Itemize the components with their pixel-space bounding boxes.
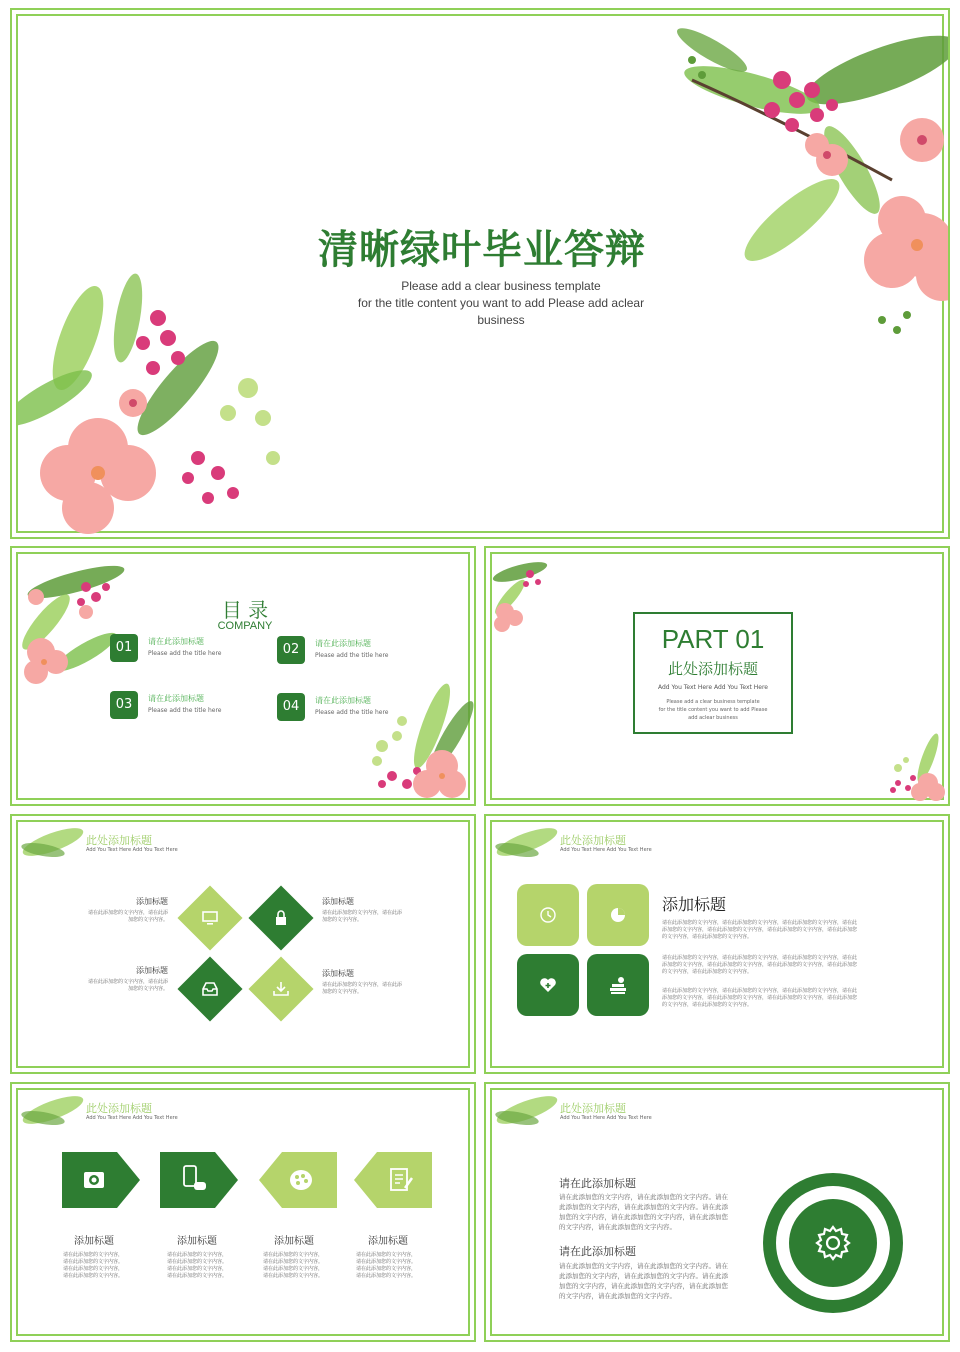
part-desc-2: for the title content you want to add Please bbox=[658, 707, 768, 713]
palette-icon[interactable] bbox=[288, 1168, 314, 1192]
toc-item-sub: Please add the title here bbox=[148, 707, 222, 714]
heart-plus-icon bbox=[539, 976, 557, 994]
cover-title: 清晰绿叶毕业答辩 bbox=[318, 227, 646, 273]
part-number: PART 01 bbox=[661, 624, 765, 654]
toc-item-title: 请在此添加标题 bbox=[315, 639, 371, 648]
arrow-label-4: 添加标题 bbox=[368, 1236, 408, 1247]
arrow-text-line: 请在此添加您的文字内容。 bbox=[167, 1273, 228, 1279]
arrow-text-3 bbox=[263, 1252, 353, 1280]
gear-heading-1: 请在此添加标题 bbox=[559, 1177, 636, 1190]
toc-item-4[interactable] bbox=[277, 693, 417, 723]
arrow-text-line: 请在此添加您的文字内容， bbox=[356, 1252, 417, 1258]
toc-item-sub: Please add the title here bbox=[315, 709, 389, 716]
cover-slide bbox=[10, 8, 950, 539]
diamond-label-bottom-left: 添加标题 bbox=[136, 966, 168, 975]
arrow-label-2: 添加标题 bbox=[177, 1236, 217, 1247]
toc-number-badge: 04 bbox=[277, 693, 305, 721]
tiles-slide bbox=[484, 814, 950, 1074]
arrow-label-3: 添加标题 bbox=[274, 1236, 314, 1247]
tiles-para-3-line-1: 请在此添加您的文字内容，请在此添加您的文字内容，请在此添加您的文字内容，请在此 bbox=[662, 988, 858, 994]
part-desc-1: Please add a clear business template bbox=[666, 699, 760, 705]
tiles-para-1-line-2: 添加您的文字内容，请在此添加您的文字内容，请在此添加您的文字内容，请在此添加您 bbox=[662, 927, 858, 933]
diamond-label-top-right: 添加标题 bbox=[322, 897, 354, 906]
inbox-icon bbox=[201, 980, 219, 998]
arrow-label-1: 添加标题 bbox=[74, 1236, 114, 1247]
arrow-text-line: 请在此添加您的文字内容。 bbox=[356, 1259, 417, 1265]
leaf-corner bbox=[18, 822, 88, 862]
toc-number-badge: 01 bbox=[110, 634, 138, 662]
arrow-shapes bbox=[62, 1152, 442, 1208]
part-title: 此处添加标题 bbox=[667, 660, 758, 678]
arrow-text-2 bbox=[167, 1252, 257, 1280]
cover-subtitle-1: Please add a clear business template bbox=[401, 279, 601, 293]
tiles-para-3-line-2: 添加您的文字内容，请在此添加您的文字内容，请在此添加您的文字内容，请在此添加您 bbox=[662, 995, 858, 1001]
diamond-label-top-left: 添加标题 bbox=[136, 897, 168, 906]
tiles-para-2-line-3: 的文字内容，请在此添加您的文字内容。 bbox=[662, 969, 753, 975]
toc-title: 目 录 bbox=[221, 598, 269, 622]
gear-icon[interactable] bbox=[811, 1221, 855, 1265]
gear-para-2 bbox=[559, 1261, 749, 1301]
arrow-text-line: 请在此添加您的文字内容。 bbox=[263, 1259, 324, 1265]
gear-para-line: 此添加您的文字内容，请在此添加您的文字内容。请在此添 bbox=[559, 1272, 728, 1280]
leaf-corner bbox=[492, 822, 562, 862]
gear-para-line: 请在此添加您的文字内容，请在此添加您的文字内容。请在 bbox=[559, 1193, 728, 1201]
lock-icon bbox=[272, 909, 290, 927]
slide-header-sub: Add You Text Here Add You Text Here bbox=[560, 1115, 652, 1121]
cover-subtitle-3: business bbox=[477, 313, 525, 327]
arrow-text-line: 请在此添加您的文字内容。 bbox=[63, 1259, 124, 1265]
floral-bottom-right bbox=[352, 666, 474, 804]
toc-subtitle: COMPANY bbox=[217, 620, 273, 632]
camera-icon[interactable] bbox=[82, 1168, 108, 1192]
floral-top-left bbox=[490, 552, 560, 642]
arrow-text-line: 请在此添加您的文字内容， bbox=[167, 1252, 228, 1258]
toc-item-title: 请在此添加标题 bbox=[148, 637, 204, 646]
diamond-text-bottom-right-2: 加您的文字内容。 bbox=[322, 989, 363, 995]
monitor-icon bbox=[201, 909, 219, 927]
slide-header-title: 此处添加标题 bbox=[560, 1102, 626, 1115]
toc-item-3[interactable] bbox=[110, 691, 250, 721]
gear-slide bbox=[484, 1082, 950, 1342]
gear-para-line: 请在此添加您的文字内容，请在此添加您的文字内容。请在 bbox=[559, 1262, 728, 1270]
slide-header-title: 此处添加标题 bbox=[560, 834, 626, 847]
slide-header-sub: Add You Text Here Add You Text Here bbox=[86, 1115, 178, 1121]
diamond-text-top-right-1: 请在此添加您的文字内容，请在此添 bbox=[322, 910, 403, 916]
arrow-text-line: 请在此添加您的文字内容， bbox=[263, 1252, 324, 1258]
arrow-text-line: 请在此添加您的文字内容， bbox=[263, 1266, 324, 1272]
toc-item-1[interactable] bbox=[110, 634, 250, 664]
tiles-para-2-line-1: 请在此添加您的文字内容，请在此添加您的文字内容，请在此添加您的文字内容，请在此 bbox=[662, 955, 858, 961]
toc-item-title: 请在此添加标题 bbox=[148, 694, 204, 703]
diamond-text-bottom-left-1: 请在此添加您的文字内容，请在此添 bbox=[87, 979, 168, 985]
part-desc-3: add aclear business bbox=[688, 715, 738, 721]
toc-slide bbox=[10, 546, 476, 806]
slide-header-sub: Add You Text Here Add You Text Here bbox=[560, 847, 652, 853]
gear-para-line: 的文字内容，请在此添加您的文字内容。 bbox=[559, 1223, 676, 1231]
diamond-text-top-left-2: 加您的文字内容。 bbox=[127, 917, 168, 923]
arrow-text-4 bbox=[356, 1252, 446, 1280]
gear-para-line: 加您的文字内容，请在此添加您的文字内容，请在此添加您 bbox=[559, 1213, 728, 1221]
gear-para-1 bbox=[559, 1192, 749, 1232]
cover-subtitle-2: for the title content you want to add Please add aclear bbox=[357, 296, 645, 310]
toc-item-sub: Please add the title here bbox=[315, 652, 389, 659]
arrow-text-line: 请在此添加您的文字内容。 bbox=[63, 1273, 124, 1279]
diamond-text-top-left-1: 请在此添加您的文字内容，请在此添 bbox=[87, 910, 168, 916]
diamonds-slide bbox=[10, 814, 476, 1074]
arrow-text-line: 请在此添加您的文字内容。 bbox=[356, 1273, 417, 1279]
diamond-label-bottom-right: 添加标题 bbox=[322, 969, 354, 978]
toc-number-badge: 03 bbox=[110, 691, 138, 719]
diamond-text-top-right-2: 加您的文字内容。 bbox=[322, 917, 363, 923]
arrows-slide bbox=[10, 1082, 476, 1342]
toc-number-badge: 02 bbox=[277, 636, 305, 664]
arrow-text-line: 请在此添加您的文字内容。 bbox=[263, 1273, 324, 1279]
gear-para-line: 加您的文字内容，请在此添加您的文字内容，请在此添加您 bbox=[559, 1282, 728, 1290]
slide-header-sub: Add You Text Here Add You Text Here bbox=[86, 847, 178, 853]
tiles-para-3-line-3: 的文字内容，请在此添加您的文字内容。 bbox=[662, 1002, 753, 1008]
leaf-corner bbox=[492, 1090, 562, 1130]
gear-para-line: 此添加您的文字内容，请在此添加您的文字内容。请在此添 bbox=[559, 1203, 728, 1211]
toc-item-title: 请在此添加标题 bbox=[315, 696, 371, 705]
phone-chat-icon[interactable] bbox=[180, 1164, 208, 1194]
arrow-text-line: 请在此添加您的文字内容， bbox=[63, 1266, 124, 1272]
toc-item-2[interactable] bbox=[277, 636, 417, 666]
clock-icon bbox=[539, 906, 557, 924]
document-edit-icon[interactable] bbox=[387, 1166, 415, 1194]
part-slide bbox=[484, 546, 950, 806]
tiles-para-1-line-1: 请在此添加您的文字内容，请在此添加您的文字内容，请在此添加您的文字内容，请在此 bbox=[662, 920, 858, 926]
pie-chart-icon bbox=[609, 906, 627, 924]
gear-heading-2: 请在此添加标题 bbox=[559, 1245, 636, 1258]
download-icon bbox=[272, 980, 290, 998]
toc-item-sub: Please add the title here bbox=[148, 650, 222, 657]
slide-header-title: 此处添加标题 bbox=[86, 834, 152, 847]
diamond-text-bottom-left-2: 加您的文字内容。 bbox=[127, 986, 168, 992]
diamond-text-bottom-right-1: 请在此添加您的文字内容，请在此添 bbox=[322, 982, 403, 988]
arrow-text-line: 请在此添加您的文字内容， bbox=[356, 1266, 417, 1272]
tiles-para-2-line-2: 添加您的文字内容，请在此添加您的文字内容，请在此添加您的文字内容，请在此添加您 bbox=[662, 962, 858, 968]
gear-para-line: 的文字内容，请在此添加您的文字内容。 bbox=[559, 1292, 676, 1300]
floral-bottom-right bbox=[878, 728, 948, 804]
arrow-text-line: 请在此添加您的文字内容。 bbox=[167, 1259, 228, 1265]
arrow-text-1 bbox=[63, 1252, 153, 1280]
arrow-text-line: 请在此添加您的文字内容， bbox=[167, 1266, 228, 1272]
slide-header-title: 此处添加标题 bbox=[86, 1102, 152, 1115]
apple-books-icon bbox=[607, 974, 629, 996]
leaf-corner bbox=[18, 1090, 88, 1130]
part-sub: Add You Text Here Add You Text Here bbox=[658, 684, 768, 691]
tiles-heading: 添加标题 bbox=[662, 895, 727, 914]
tiles-para-1-line-3: 的文字内容，请在此添加您的文字内容。 bbox=[662, 934, 753, 940]
arrow-text-line: 请在此添加您的文字内容， bbox=[63, 1252, 124, 1258]
